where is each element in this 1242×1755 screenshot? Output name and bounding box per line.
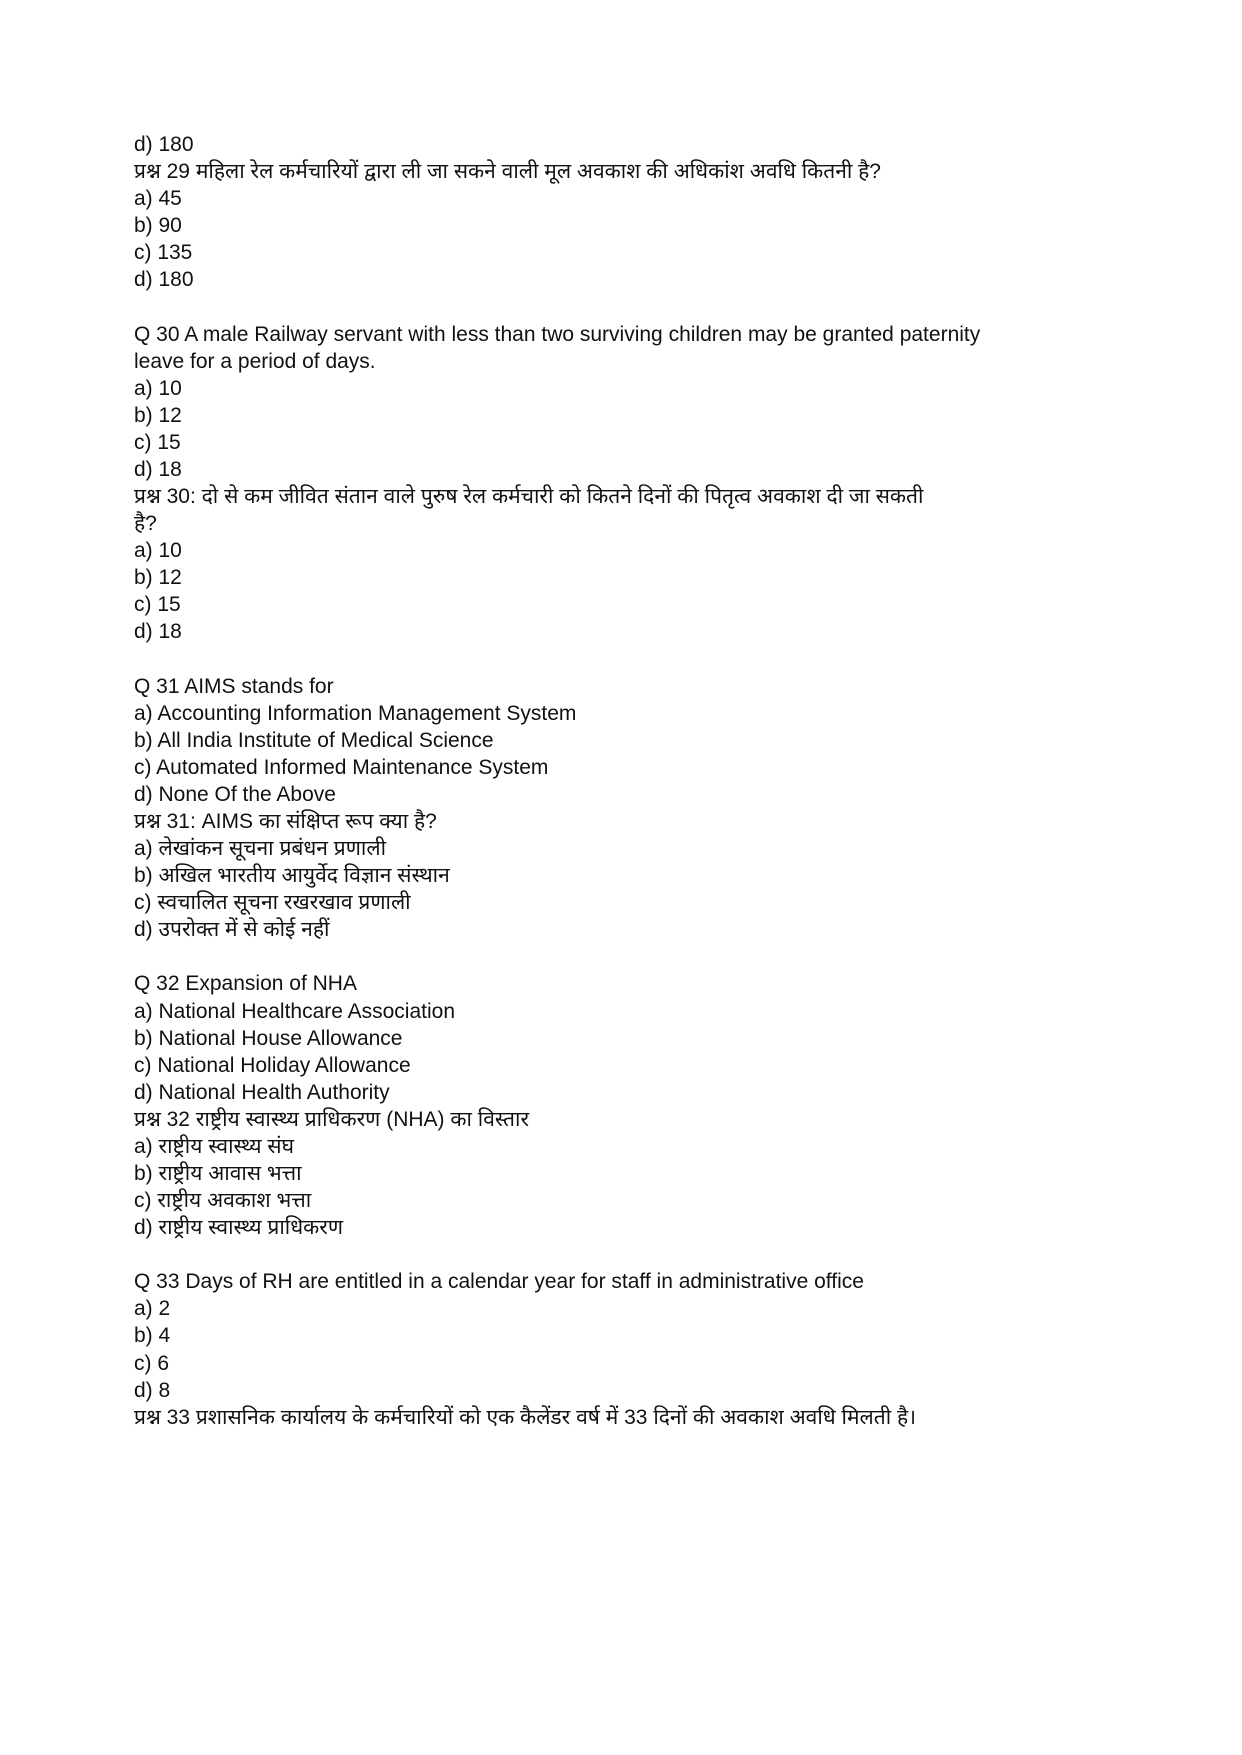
option-line: b) 4 [134, 1324, 171, 1348]
option-line: c) 15 [134, 593, 181, 617]
option-line: b) 90 [134, 214, 182, 238]
option-line: b) 12 [134, 403, 182, 427]
option-line: a) National Healthcare Association [134, 999, 456, 1023]
question-line: प्रश्न 30: दो से कम जीवित संतान वाले पुरुष रेल कर्मचारी को कितने दिनों की पितृत्व अवकाश दी जा सकती [134, 485, 924, 509]
option-line: c) 6 [134, 1351, 170, 1375]
blank-line [134, 293, 980, 320]
option-line: b) 12 [134, 566, 182, 590]
blank-line [134, 943, 980, 970]
question-line: प्रश्न 31: AIMS का संक्षिप्त रूप क्या है? [134, 809, 437, 833]
option-line: d) None Of the Above [134, 782, 336, 806]
option-line: a) 10 [134, 539, 182, 563]
blank-line [134, 1241, 980, 1268]
option-line: d) 8 [134, 1378, 171, 1402]
option-line: a) 10 [134, 376, 182, 400]
option-line: d) 180 [134, 133, 194, 156]
question-line: प्रश्न 32 राष्ट्रीय स्वास्थ्य प्राधिकरण (NHA) का विस्तार [134, 1107, 530, 1131]
option-line: b) National House Allowance [134, 1026, 403, 1050]
question-line: Q 30 A male Railway servant with less than two surviving children may be granted paternity [134, 322, 981, 346]
option-line: c) National Holiday Allowance [134, 1053, 411, 1077]
option-line: a) लेखांकन सूचना प्रबंधन प्रणाली [134, 837, 387, 861]
option-line: a) Accounting Information Management System [134, 701, 577, 725]
option-line: d) 18 [134, 457, 182, 481]
option-line: d) 18 [134, 620, 182, 644]
option-line: b) All India Institute of Medical Science [134, 728, 494, 752]
question-line: Q 32 Expansion of NHA [134, 972, 357, 996]
question-line: Q 33 Days of RH are entitled in a calendar year for staff in administrative office [134, 1270, 864, 1294]
blank-line [134, 645, 980, 672]
option-line: b) अखिल भारतीय आयुर्वेद विज्ञान संस्थान [134, 864, 450, 888]
option-line: d) उपरोक्त में से कोई नहीं [134, 918, 330, 942]
option-line: d) राष्ट्रीय स्वास्थ्य प्राधिकरण [134, 1216, 344, 1240]
option-line: d) National Health Authority [134, 1080, 390, 1104]
document-page [134, 131, 980, 1431]
option-line: c) 135 [134, 241, 193, 265]
option-line: a) राष्ट्रीय स्वास्थ्य संघ [134, 1134, 295, 1158]
question-line: प्रश्न 33 प्रशासनिक कार्यालय के कर्मचारियों को एक कैलेंडर वर्ष में 33 दिनों की अवकाश अवधि मिलती है। [134, 1405, 917, 1429]
option-line: c) राष्ट्रीय अवकाश भत्ता [134, 1189, 312, 1213]
option-line: a) 45 [134, 187, 182, 211]
option-line: a) 2 [134, 1297, 171, 1321]
text-line: है? [134, 512, 157, 536]
text-line: leave for a period of days. [134, 349, 376, 373]
question-line: Q 31 AIMS stands for [134, 674, 334, 698]
option-line: c) Automated Informed Maintenance System [134, 755, 549, 779]
option-line: c) 15 [134, 430, 181, 454]
question-line: प्रश्न 29 महिला रेल कर्मचारियों द्वारा ली जा सकने वाली मूल अवकाश की अधिकांश अवधि कितनी है? [134, 160, 881, 184]
option-line: c) स्वचालित सूचना रखरखाव प्रणाली [134, 891, 411, 915]
option-line: d) 180 [134, 268, 194, 292]
option-line: b) राष्ट्रीय आवास भत्ता [134, 1161, 302, 1185]
